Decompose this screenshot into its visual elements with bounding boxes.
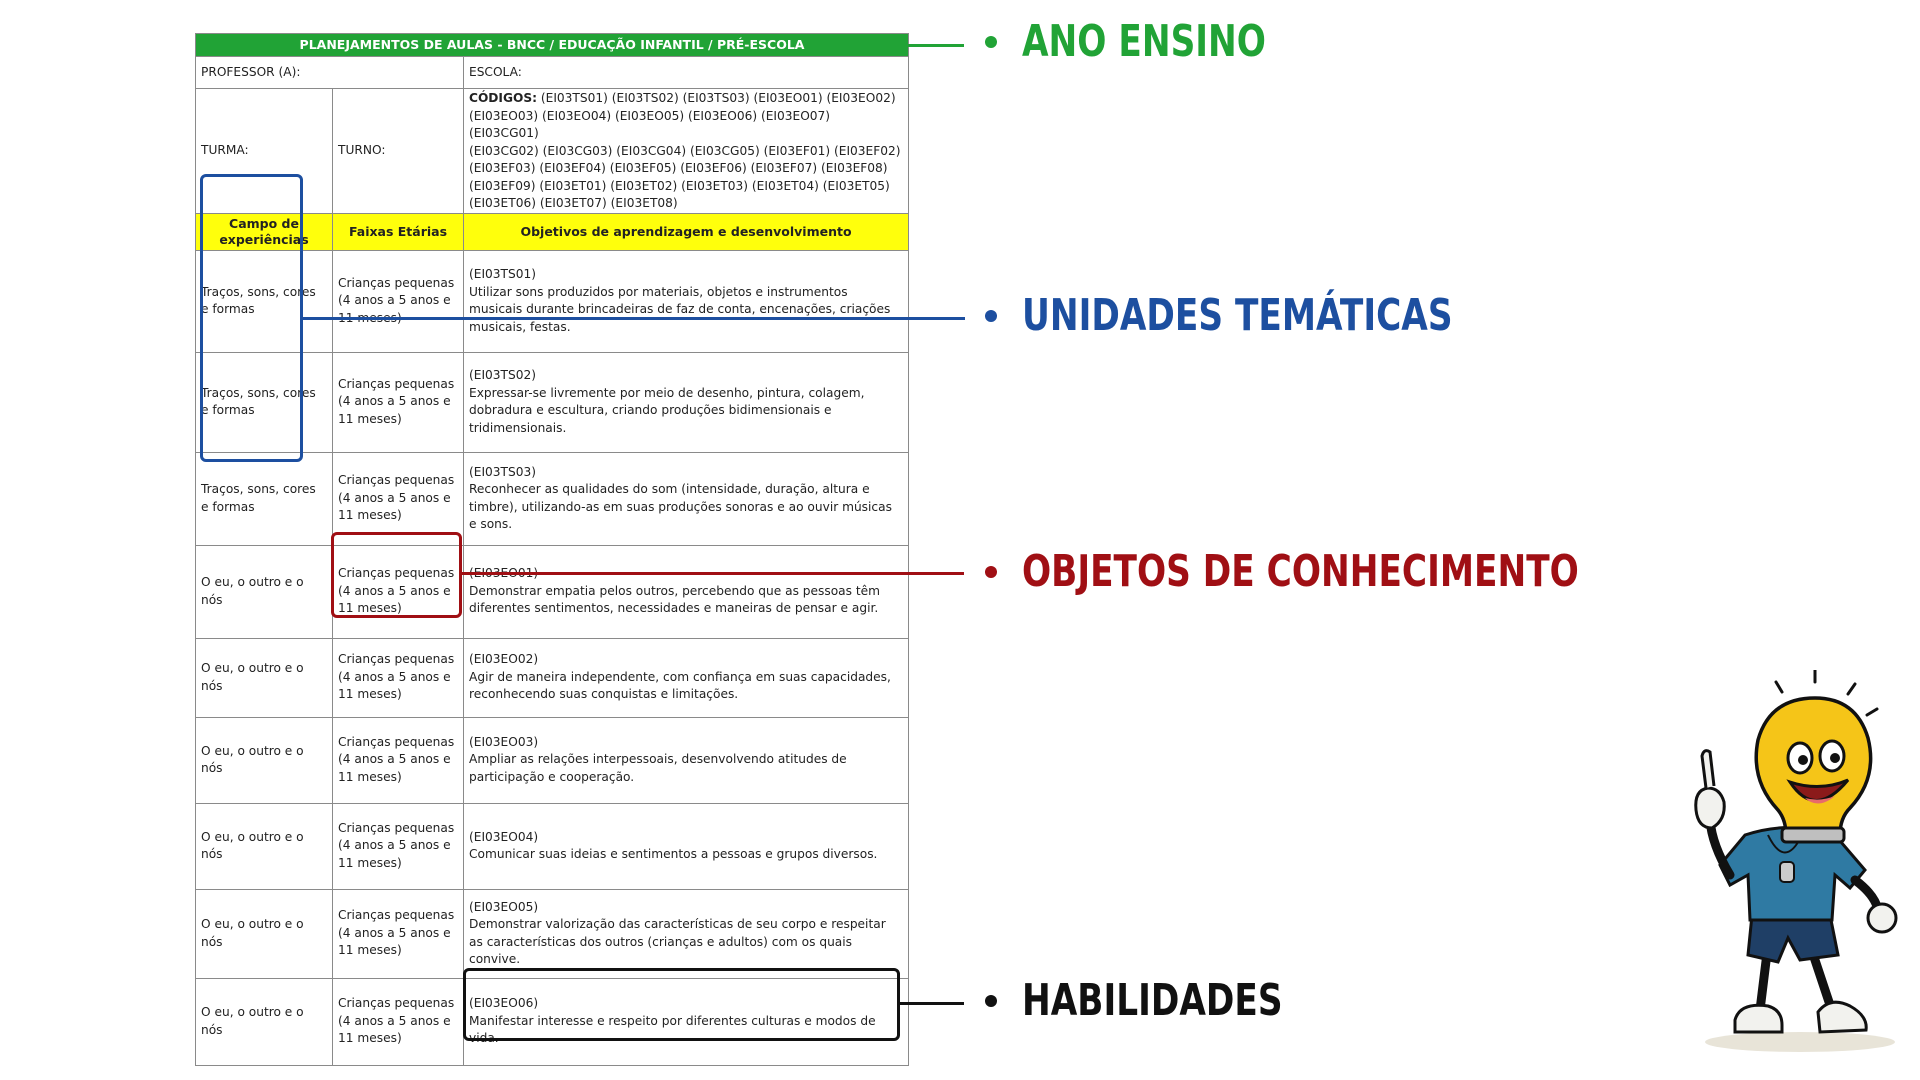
table-title: PLANEJAMENTOS DE AULAS - BNCC / EDUCAÇÃO INFANTIL / PRÉ-ESCOLA bbox=[196, 34, 909, 57]
table-row bbox=[196, 803, 909, 889]
objetivo-code: (EI03EO03) bbox=[469, 734, 539, 749]
objetivo-text: Comunicar suas ideias e sentimentos a pessoas e grupos diversos. bbox=[469, 847, 878, 861]
objetivo-cell bbox=[464, 889, 909, 978]
lightbulb-mascot-icon bbox=[1690, 670, 1920, 1060]
objetivo-text: Expressar-se livremente por meio de desenho, pintura, colagem, dobradura e escultura, criando produções bidimensionais e tridimensionais. bbox=[469, 385, 865, 435]
legend-label: OBJETOS DE CONHECIMENTO bbox=[1022, 546, 1579, 597]
legend-label: ANO ENSINO bbox=[1022, 16, 1266, 67]
objetivo-cell bbox=[464, 452, 909, 545]
bullet-dot-icon bbox=[985, 566, 997, 578]
codes-cell bbox=[464, 89, 909, 214]
campo-cell: O eu, o outro e o nós bbox=[196, 978, 333, 1065]
legend-habilidades bbox=[985, 975, 1356, 1026]
table-row bbox=[196, 545, 909, 638]
turma-label: TURMA: bbox=[196, 89, 333, 214]
objetivo-code: (EI03EO02) bbox=[469, 652, 539, 667]
objetivo-text: Agir de maneira independente, com confiança em suas capacidades, reconhecendo suas conquistas e limitações. bbox=[469, 669, 891, 702]
connector-line-unidades bbox=[303, 317, 965, 320]
campo-cell: O eu, o outro e o nós bbox=[196, 638, 333, 717]
objetivo-cell bbox=[464, 717, 909, 803]
codes-line: (EI03EF03) (EI03EF04) (EI03EF05) (EI03EF06) (EI03EF07) (EI03EF08) bbox=[469, 161, 888, 175]
faixa-cell: Crianças pequenas (4 anos a 5 anos e 11 meses) bbox=[333, 545, 464, 638]
legend-label: HABILIDADES bbox=[1022, 975, 1283, 1026]
faixa-cell: Crianças pequenas (4 anos a 5 anos e 11 meses) bbox=[333, 352, 464, 452]
objetivo-code: (EI03EO04) bbox=[469, 829, 539, 844]
faixa-cell: Crianças pequenas (4 anos a 5 anos e 11 meses) bbox=[333, 889, 464, 978]
campo-cell: O eu, o outro e o nós bbox=[196, 545, 333, 638]
table-row bbox=[196, 638, 909, 717]
bullet-dot-icon bbox=[985, 310, 997, 322]
table-row bbox=[196, 717, 909, 803]
objetivo-code: (EI03EO05) bbox=[469, 899, 539, 914]
objetivo-text: Utilizar sons produzidos por materiais, objetos e instrumentos musicais durante brincadeiras de faz de conta, encenações, criações musicais, festas. bbox=[469, 284, 891, 334]
objetivo-code: (EI03TS02) bbox=[469, 368, 537, 382]
codes-line: (EI03EO03) (EI03EO04) (EI03EO05) (EI03EO06) (EI03EO07) (EI03CG01) bbox=[469, 108, 831, 140]
objetivo-cell bbox=[464, 250, 909, 352]
objetivo-code: (EI03EO06) bbox=[469, 996, 539, 1011]
table-row bbox=[196, 889, 909, 978]
objetivo-code: (EI03TS01) bbox=[469, 267, 537, 281]
faixa-cell: Crianças pequenas (4 anos a 5 anos e 11 meses) bbox=[333, 452, 464, 545]
objetivo-cell bbox=[464, 803, 909, 889]
legend-unidades-tematicas bbox=[985, 290, 1574, 341]
bullet-dot-icon bbox=[985, 36, 997, 48]
objetivo-text: Ampliar as relações interpessoais, desenvolvendo atitudes de participação e cooperação. bbox=[469, 752, 847, 784]
objetivo-text: Demonstrar valorização das características de seu corpo e respeitar as características dos outros (crianças e adultos) com os quais convive. bbox=[469, 917, 886, 966]
campo-cell: Traços, sons, cores e formas bbox=[196, 352, 333, 452]
faixa-cell: Crianças pequenas (4 anos a 5 anos e 11 meses) bbox=[333, 978, 464, 1065]
header-faixa: Faixas Etárias bbox=[333, 213, 464, 250]
connector-line-habilidades bbox=[900, 1002, 964, 1005]
faixa-cell: Crianças pequenas (4 anos a 5 anos e 11 meses) bbox=[333, 717, 464, 803]
objetivo-cell bbox=[464, 638, 909, 717]
professor-label: PROFESSOR (A): bbox=[196, 57, 464, 89]
codes-line: (EI03TS01) (EI03TS02) (EI03TS03) (EI03EO01) (EI03EO02) bbox=[536, 91, 896, 105]
faixa-cell: Crianças pequenas (4 anos a 5 anos e bbox=[333, 250, 464, 352]
connector-line-objetos bbox=[462, 572, 964, 575]
codes-line: (EI03ET06) (EI03ET07) (EI03ET08) bbox=[469, 196, 678, 210]
turno-label: TURNO: bbox=[333, 89, 464, 214]
objetivo-code: (EI03TS03) bbox=[469, 464, 537, 479]
codes-label: CÓDIGOS: bbox=[469, 91, 537, 105]
codes-line: (EI03CG02) (EI03CG03) (EI03CG04) (EI03CG05) (EI03EF01) (EI03EF02) bbox=[469, 143, 901, 158]
highlight-box-unidades bbox=[200, 174, 303, 462]
legend-objetos-conhecimento bbox=[985, 546, 1736, 597]
bullet-dot-icon bbox=[985, 995, 997, 1007]
header-campo: Campo de experiências bbox=[196, 213, 333, 250]
objetivo-text: Reconhecer as qualidades do som (intensidade, duração, altura e timbre), utilizando-as em suas produções sonoras e ao ouvir músicas e sons. bbox=[469, 482, 892, 531]
campo-cell: Traços, sons, cores e formas bbox=[196, 452, 333, 545]
legend-label: UNIDADES TEMÁTICAS bbox=[1022, 290, 1453, 341]
faixa-cell: Crianças pequenas (4 anos a 5 anos e 11 meses) bbox=[333, 803, 464, 889]
objetivo-text: Demonstrar empatia pelos outros, percebendo que as pessoas têm diferentes sentimentos, necessidades e maneiras de pensar e agir. bbox=[469, 583, 881, 616]
objetivo-cell bbox=[464, 545, 909, 638]
codes-line: (EI03EF09) (EI03ET01) (EI03ET02) (EI03ET03) (EI03ET04) (EI03ET05) bbox=[469, 178, 890, 193]
escola-label: ESCOLA: bbox=[464, 57, 909, 89]
campo-cell: O eu, o outro e o nós bbox=[196, 889, 333, 978]
highlight-box-habilidades bbox=[463, 968, 900, 1041]
faixa-cell: Crianças pequenas (4 anos a 5 anos e 11 meses) bbox=[333, 638, 464, 717]
table-row bbox=[196, 452, 909, 545]
campo-cell: O eu, o outro e o nós bbox=[196, 717, 333, 803]
header-objetivos: Objetivos de aprendizagem e desenvolvimento bbox=[464, 213, 909, 250]
campo-cell: O eu, o outro e o nós bbox=[196, 803, 333, 889]
objetivo-text: Manifestar interesse e respeito por diferentes culturas e modos de vida. bbox=[469, 1013, 876, 1046]
objetivo-cell bbox=[464, 352, 909, 452]
connector-line-ano bbox=[908, 44, 964, 47]
campo-cell: Traços, sons, cores e formas bbox=[196, 250, 333, 352]
highlight-box-objetos bbox=[331, 532, 462, 618]
legend-ano-ensino bbox=[985, 16, 1335, 67]
